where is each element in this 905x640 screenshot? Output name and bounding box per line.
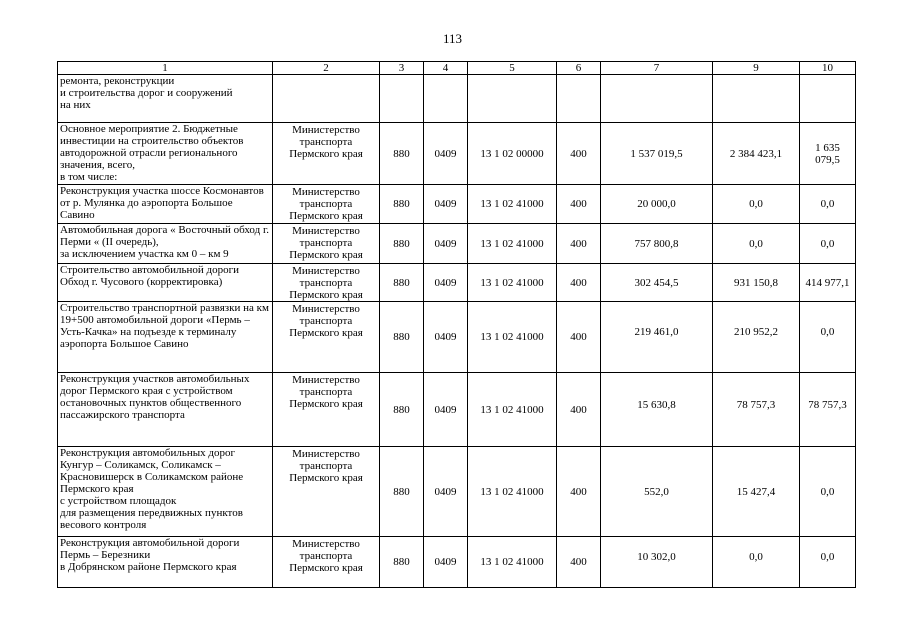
table-row bbox=[58, 302, 856, 373]
ministry-cell: Министерство транспорта Пермского края bbox=[273, 373, 380, 447]
amount-cell bbox=[713, 75, 800, 123]
code-cell: 880 bbox=[380, 123, 424, 185]
code-cell: 880 bbox=[380, 373, 424, 447]
expense-type-cell bbox=[557, 75, 601, 123]
table-row bbox=[58, 123, 856, 185]
activity-name-cell: Автомобильная дорога « Восточный обход г. Перми « (II очередь), за исключением участка км 0 – км 9 bbox=[58, 224, 273, 264]
target-article-cell: 13 1 02 41000 bbox=[468, 185, 557, 224]
amount-cell: 1 635 079,5 bbox=[800, 123, 856, 185]
section-cell bbox=[424, 75, 468, 123]
expense-type-cell: 400 bbox=[557, 447, 601, 537]
amount-cell: 0,0 bbox=[713, 537, 800, 588]
ministry-cell: Министерство транспорта Пермского края bbox=[273, 264, 380, 302]
amount-cell: 0,0 bbox=[800, 224, 856, 264]
amount-cell: 210 952,2 bbox=[713, 302, 800, 373]
amount-cell: 414 977,1 bbox=[800, 264, 856, 302]
amount-cell: 78 757,3 bbox=[713, 373, 800, 447]
amount-cell: 552,0 bbox=[601, 447, 713, 537]
amount-cell: 15 427,4 bbox=[713, 447, 800, 537]
target-article-cell: 13 1 02 41000 bbox=[468, 302, 557, 373]
table-row bbox=[58, 537, 856, 588]
amount-cell: 757 800,8 bbox=[601, 224, 713, 264]
activity-name-cell: Основное мероприятие 2. Бюджетные инвестиции на строительство объектов автодорожной отрасли регионального значения, всего, в том числе: bbox=[58, 123, 273, 185]
table-row bbox=[58, 447, 856, 537]
table-row bbox=[58, 224, 856, 264]
expense-type-cell: 400 bbox=[557, 185, 601, 224]
section-cell: 0409 bbox=[424, 537, 468, 588]
activity-name-cell: ремонта, реконструкции и строительства дорог и сооружений на них bbox=[58, 75, 273, 123]
code-cell: 880 bbox=[380, 537, 424, 588]
amount-cell: 0,0 bbox=[713, 224, 800, 264]
expense-type-cell: 400 bbox=[557, 302, 601, 373]
expense-type-cell: 400 bbox=[557, 123, 601, 185]
section-cell: 0409 bbox=[424, 302, 468, 373]
activity-name-cell: Реконструкция автомобильных дорог Кунгур – Соликамск, Соликамск – Красновишерск в Соликамском районе Пермского края с устройством площадок для размещения передвижных пунктов весового контроля bbox=[58, 447, 273, 537]
target-article-cell: 13 1 02 41000 bbox=[468, 447, 557, 537]
section-cell: 0409 bbox=[424, 123, 468, 185]
amount-cell: 15 630,8 bbox=[601, 373, 713, 447]
ministry-cell: Министерство транспорта Пермского края bbox=[273, 537, 380, 588]
activity-name-cell: Строительство автомобильной дороги Обход г. Чусового (корректировка) bbox=[58, 264, 273, 302]
header-cell: 6 bbox=[557, 62, 601, 75]
header-cell: 7 bbox=[601, 62, 713, 75]
target-article-cell bbox=[468, 75, 557, 123]
code-cell bbox=[380, 75, 424, 123]
amount-cell: 78 757,3 bbox=[800, 373, 856, 447]
header-cell: 2 bbox=[273, 62, 380, 75]
amount-cell: 302 454,5 bbox=[601, 264, 713, 302]
header-cell: 3 bbox=[380, 62, 424, 75]
amount-cell: 2 384 423,1 bbox=[713, 123, 800, 185]
amount-cell: 219 461,0 bbox=[601, 302, 713, 373]
expense-type-cell: 400 bbox=[557, 224, 601, 264]
table-row bbox=[58, 264, 856, 302]
code-cell: 880 bbox=[380, 224, 424, 264]
header-cell: 4 bbox=[424, 62, 468, 75]
code-cell: 880 bbox=[380, 302, 424, 373]
amount-cell: 10 302,0 bbox=[601, 537, 713, 588]
amount-cell: 931 150,8 bbox=[713, 264, 800, 302]
code-cell: 880 bbox=[380, 447, 424, 537]
ministry-cell: Министерство транспорта Пермского края bbox=[273, 302, 380, 373]
section-cell: 0409 bbox=[424, 373, 468, 447]
amount-cell: 0,0 bbox=[800, 302, 856, 373]
header-row bbox=[58, 62, 856, 75]
activity-name-cell: Строительство транспортной развязки на км 19+500 автомобильной дороги «Пермь – Усть-Качка» на подъезде к терминалу аэропорта Большое Савино bbox=[58, 302, 273, 373]
amount-cell: 0,0 bbox=[800, 537, 856, 588]
header-cell: 10 bbox=[800, 62, 856, 75]
header-cell: 5 bbox=[468, 62, 557, 75]
ministry-cell: Министерство транспорта Пермского края bbox=[273, 447, 380, 537]
amount-cell bbox=[800, 75, 856, 123]
expense-type-cell: 400 bbox=[557, 373, 601, 447]
budget-table bbox=[57, 61, 856, 588]
target-article-cell: 13 1 02 41000 bbox=[468, 373, 557, 447]
activity-name-cell: Реконструкция автомобильной дороги Пермь – Березники в Добрянском районе Пермского края bbox=[58, 537, 273, 588]
ministry-cell: Министерство транспорта Пермского края bbox=[273, 123, 380, 185]
ministry-cell: Министерство транспорта Пермского края bbox=[273, 185, 380, 224]
amount-cell: 0,0 bbox=[800, 447, 856, 537]
section-cell: 0409 bbox=[424, 224, 468, 264]
code-cell: 880 bbox=[380, 185, 424, 224]
page-number: 113 bbox=[442, 31, 463, 46]
amount-cell: 0,0 bbox=[800, 185, 856, 224]
header-cell: 9 bbox=[713, 62, 800, 75]
target-article-cell: 13 1 02 41000 bbox=[468, 224, 557, 264]
ministry-cell bbox=[273, 75, 380, 123]
amount-cell bbox=[601, 75, 713, 123]
ministry-cell: Министерство транспорта Пермского края bbox=[273, 224, 380, 264]
table-row bbox=[58, 75, 856, 123]
amount-cell: 20 000,0 bbox=[601, 185, 713, 224]
expense-type-cell: 400 bbox=[557, 264, 601, 302]
activity-name-cell: Реконструкция участков автомобильных дорог Пермского края с устройством остановочных пунктов общественного пассажирского транспорта bbox=[58, 373, 273, 447]
table-row bbox=[58, 185, 856, 224]
table-row bbox=[58, 373, 856, 447]
target-article-cell: 13 1 02 41000 bbox=[468, 264, 557, 302]
target-article-cell: 13 1 02 41000 bbox=[468, 537, 557, 588]
activity-name-cell: Реконструкция участка шоссе Космонавтов от р. Мулянка до аэропорта Большое Савино bbox=[58, 185, 273, 224]
amount-cell: 0,0 bbox=[713, 185, 800, 224]
expense-type-cell: 400 bbox=[557, 537, 601, 588]
section-cell: 0409 bbox=[424, 185, 468, 224]
amount-cell: 1 537 019,5 bbox=[601, 123, 713, 185]
section-cell: 0409 bbox=[424, 447, 468, 537]
target-article-cell: 13 1 02 00000 bbox=[468, 123, 557, 185]
section-cell: 0409 bbox=[424, 264, 468, 302]
header-cell: 1 bbox=[58, 62, 273, 75]
code-cell: 880 bbox=[380, 264, 424, 302]
